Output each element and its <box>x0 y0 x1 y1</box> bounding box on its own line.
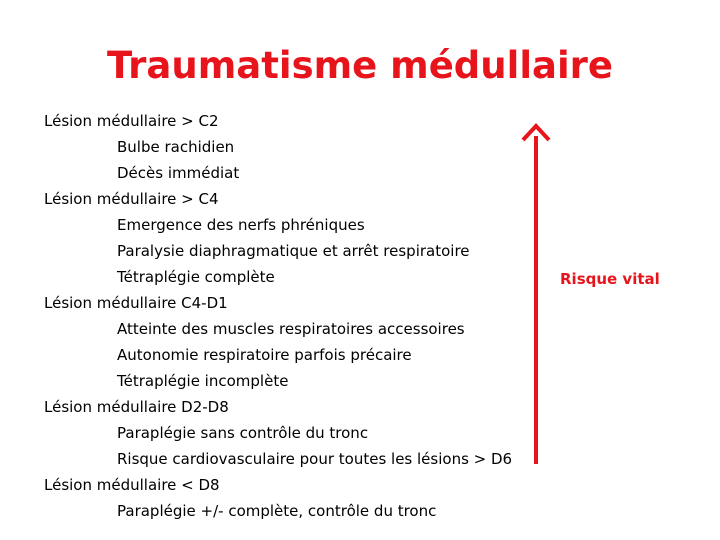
lesion-detail: Tétraplégie complète <box>117 268 275 286</box>
arrow-up-icon <box>521 122 551 466</box>
lesion-detail: Tétraplégie incomplète <box>117 372 289 390</box>
lesion-list <box>44 108 512 524</box>
lesion-heading: Lésion médullaire C4-D1 <box>44 294 228 312</box>
slide-title: Traumatisme médullaire <box>106 44 613 87</box>
lesion-detail: Paralysie diaphragmatique et arrêt respiratoire <box>117 242 470 260</box>
lesion-detail: Emergence des nerfs phréniques <box>117 216 365 234</box>
lesion-detail: Atteinte des muscles respiratoires accessoires <box>117 320 465 338</box>
lesion-detail: Décès immédiat <box>117 164 240 182</box>
lesion-detail: Paraplégie sans contrôle du tronc <box>117 424 369 442</box>
lesion-heading: Lésion médullaire > C2 <box>44 112 219 130</box>
lesion-detail: Bulbe rachidien <box>117 138 235 156</box>
lesion-heading: Lésion médullaire D2-D8 <box>44 398 229 416</box>
lesion-detail: Risque cardiovasculaire pour toutes les lésions > D6 <box>117 450 513 468</box>
lesion-heading: Lésion médullaire < D8 <box>44 476 220 494</box>
lesion-detail: Autonomie respiratoire parfois précaire <box>117 346 412 364</box>
lesion-detail: Paraplégie +/- complète, contrôle du tronc <box>117 502 437 520</box>
lesion-heading: Lésion médullaire > C4 <box>44 190 219 208</box>
risk-label: Risque vital <box>560 270 660 288</box>
